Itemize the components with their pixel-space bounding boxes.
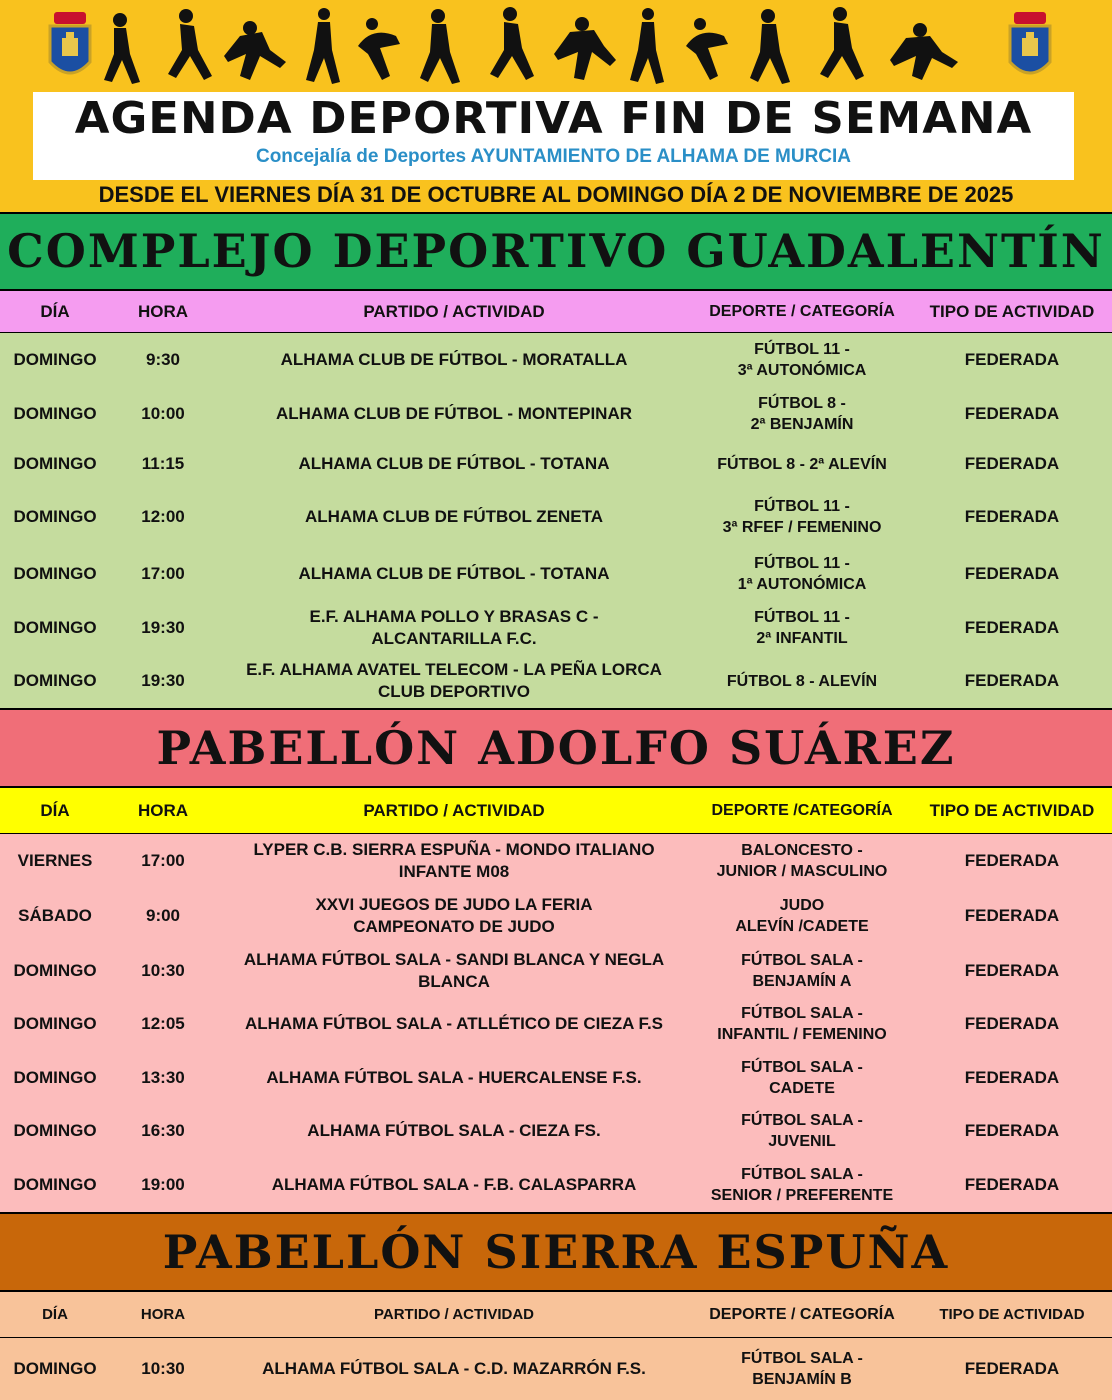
cell-dia: DOMINGO: [13, 350, 97, 369]
cell-tipo: FEDERADA: [964, 1359, 1060, 1378]
cell-deporte: FÚTBOL 11 - 3ª RFEF / FEMENINO: [722, 498, 882, 536]
cell-partido: ALHAMA CLUB DE FÚTBOL - MORATALLA: [280, 350, 628, 369]
section-title-adolfo-suarez: PABELLÓN ADOLFO SUÁREZ: [0, 708, 1112, 788]
cell-partido: ALHAMA CLUB DE FÚTBOL - TOTANA: [298, 454, 610, 473]
cell-partido: E.F. ALHAMA AVATEL TELECOM - LA PEÑA LORCA CLUB DEPORTIVO: [246, 660, 662, 701]
cell-dia: DOMINGO: [13, 1174, 97, 1194]
cell-dia: DOMINGO: [13, 454, 97, 473]
column-header-row: [0, 788, 1112, 834]
column-header-col-tipo: TIPO DE ACTIVIDAD: [939, 1306, 1085, 1323]
cell-tipo: FEDERADA: [964, 1174, 1060, 1194]
table-row: [0, 1157, 1112, 1212]
cell-tipo: FEDERADA: [964, 906, 1060, 925]
cell-tipo: FEDERADA: [964, 454, 1060, 473]
table-rows: [0, 834, 1112, 1212]
cell-deporte: FÚTBOL 11 - 2ª INFANTIL: [754, 608, 850, 647]
cell-deporte: JUDO ALEVÍN /CADETE: [735, 897, 869, 935]
cell-partido: ALHAMA FÚTBOL SALA - SANDI BLANCA Y NEGLA BLANCA: [243, 949, 665, 991]
cell-tipo: FEDERADA: [964, 404, 1060, 423]
table-row: [0, 441, 1112, 487]
cell-hora: 9:30: [145, 350, 181, 369]
column-header-col-deporte: DEPORTE / CATEGORÍA: [709, 1306, 895, 1323]
table-row: [0, 1051, 1112, 1104]
column-header-col-partido: PARTIDO / ACTIVIDAD: [363, 800, 545, 820]
cell-partido: ALHAMA CLUB DE FÚTBOL ZENETA: [304, 507, 604, 526]
table-rows: [0, 1338, 1112, 1400]
cell-tipo: FEDERADA: [964, 1067, 1060, 1087]
cell-hora: 12:00: [141, 507, 185, 526]
table-row: [0, 601, 1112, 654]
cell-tipo: FEDERADA: [964, 507, 1060, 526]
column-header-row: [0, 291, 1112, 333]
cell-tipo: FEDERADA: [964, 671, 1060, 690]
cell-dia: DOMINGO: [13, 404, 97, 423]
cell-partido: ALHAMA FÚTBOL SALA - CIEZA FS.: [307, 1120, 601, 1140]
cell-dia: DOMINGO: [13, 1120, 97, 1140]
cell-dia: DOMINGO: [13, 617, 97, 637]
cell-hora: 11:15: [141, 454, 185, 473]
cell-hora: 17:00: [141, 851, 185, 870]
cell-hora: 16:30: [141, 1120, 185, 1140]
column-header-col-tipo: TIPO DE ACTIVIDAD: [929, 800, 1095, 820]
cell-deporte: FÚTBOL SALA - BENJAMÍN B: [741, 1350, 863, 1388]
column-header-col-partido: PARTIDO / ACTIVIDAD: [374, 1306, 534, 1323]
column-header-col-tipo: TIPO DE ACTIVIDAD: [929, 301, 1095, 321]
cell-hora: 19:00: [141, 1174, 185, 1194]
date-range: DESDE EL VIERNES DÍA 31 DE OCTUBRE AL DOMINGO DÍA 2 DE NOVIEMBRE DE 2025: [98, 182, 1014, 207]
cell-tipo: FEDERADA: [964, 960, 1060, 980]
cell-hora: 10:30: [141, 960, 185, 980]
cell-deporte: BALONCESTO - JUNIOR / MASCULINO: [716, 842, 888, 880]
cell-deporte: FÚTBOL SALA - INFANTIL / FEMENINO: [717, 1005, 887, 1043]
cell-partido: ALHAMA CLUB DE FÚTBOL - MONTEPINAR: [275, 404, 633, 423]
table-row: [0, 1104, 1112, 1157]
page-subtitle: Concejalía de Deportes AYUNTAMIENTO DE ALHAMA DE MURCIA: [255, 146, 852, 167]
table-row: [0, 387, 1112, 441]
cell-tipo: FEDERADA: [964, 350, 1060, 369]
cell-partido: ALHAMA FÚTBOL SALA - ATLLÉTICO DE CIEZA F.S: [244, 1014, 664, 1033]
cell-partido: LYPER C.B. SIERRA ESPUÑA - MONDO ITALIANO INFANTE M08: [253, 840, 655, 881]
cell-partido: ALHAMA FÚTBOL SALA - F.B. CALASPARRA: [271, 1174, 637, 1194]
column-header-row: [0, 1292, 1112, 1338]
cell-hora: 9:00: [145, 906, 181, 925]
athletes-silhouettes-icon: [100, 6, 1000, 88]
table-row: [0, 944, 1112, 997]
cell-partido: XXVI JUEGOS DE JUDO LA FERIA CAMPEONATO DE JUDO: [315, 895, 593, 936]
column-header-col-hora: HORA: [140, 1306, 186, 1323]
column-header-col-dia: DÍA: [40, 800, 70, 820]
cell-deporte: FÚTBOL SALA - BENJAMÍN A: [741, 951, 863, 990]
cell-tipo: FEDERADA: [964, 1014, 1060, 1033]
column-header-col-dia: DÍA: [40, 301, 70, 321]
table-row: [0, 834, 1112, 888]
cell-dia: VIERNES: [17, 851, 93, 870]
table-rows: [0, 333, 1112, 708]
cell-tipo: FEDERADA: [964, 1120, 1060, 1140]
cell-deporte: FÚTBOL 8 - 2ª BENJAMÍN: [750, 395, 854, 433]
cell-hora: 10:00: [141, 404, 185, 423]
cell-partido: E.F. ALHAMA POLLO Y BRASAS C - ALCANTARILLA F.C.: [309, 606, 599, 648]
table-row: [0, 487, 1112, 547]
column-header-col-deporte: DEPORTE /CATEGORÍA: [711, 802, 893, 819]
table-row: [0, 654, 1112, 708]
cell-dia: DOMINGO: [13, 671, 97, 690]
coat-of-arms-left-icon: [48, 12, 92, 84]
table-row: [0, 333, 1112, 387]
column-header-col-dia: DÍA: [42, 1306, 68, 1323]
cell-tipo: FEDERADA: [964, 851, 1060, 870]
column-header-col-hora: HORA: [137, 301, 189, 321]
cell-hora: 19:30: [141, 617, 185, 637]
cell-deporte: FÚTBOL SALA - CADETE: [741, 1058, 863, 1097]
cell-dia: DOMINGO: [13, 507, 97, 526]
table-row: [0, 997, 1112, 1051]
cell-partido: ALHAMA FÚTBOL SALA - HUERCALENSE F.S.: [266, 1067, 642, 1087]
cell-deporte: FÚTBOL 8 - ALEVÍN: [726, 672, 878, 690]
page-title: AGENDA DEPORTIVA FIN DE SEMANA: [74, 93, 1033, 144]
cell-deporte: FÚTBOL 8 - 2ª ALEVÍN: [717, 455, 887, 473]
cell-dia: DOMINGO: [13, 564, 97, 583]
coat-of-arms-right-icon: [1008, 12, 1052, 84]
column-header-col-deporte: DEPORTE / CATEGORÍA: [709, 303, 895, 320]
cell-dia: DOMINGO: [13, 1014, 97, 1033]
column-header-col-hora: HORA: [137, 800, 189, 820]
cell-deporte: FÚTBOL 11 - 3ª AUTONÓMICA: [737, 341, 867, 379]
section-title-guadalentin: COMPLEJO DEPORTIVO GUADALENTÍN: [0, 212, 1112, 291]
cell-dia: DOMINGO: [13, 1067, 97, 1087]
cell-hora: 19:30: [141, 671, 185, 690]
cell-hora: 10:30: [141, 1359, 185, 1378]
cell-tipo: FEDERADA: [964, 617, 1060, 637]
cell-partido: ALHAMA CLUB DE FÚTBOL - TOTANA: [298, 564, 610, 583]
column-header-col-partido: PARTIDO / ACTIVIDAD: [363, 301, 545, 321]
cell-tipo: FEDERADA: [964, 564, 1060, 583]
cell-partido: ALHAMA FÚTBOL SALA - C.D. MAZARRÓN F.S.: [262, 1359, 646, 1378]
section-title-sierra-espuna: PABELLÓN SIERRA ESPUÑA: [0, 1212, 1112, 1292]
table-row: [0, 888, 1112, 944]
header-banner: [0, 0, 1112, 212]
table-row: [0, 1338, 1112, 1400]
cell-deporte: FÚTBOL SALA - SENIOR / PREFERENTE: [710, 1165, 894, 1204]
cell-hora: 13:30: [141, 1067, 185, 1087]
cell-deporte: FÚTBOL 11 - 1ª AUTONÓMICA: [737, 555, 867, 593]
cell-dia: SÁBADO: [18, 906, 92, 925]
cell-dia: DOMINGO: [13, 1359, 97, 1378]
cell-hora: 12:05: [141, 1014, 185, 1033]
cell-dia: DOMINGO: [13, 960, 97, 980]
cell-deporte: FÚTBOL SALA - JUVENIL: [741, 1111, 863, 1150]
cell-hora: 17:00: [141, 564, 185, 583]
table-row: [0, 547, 1112, 601]
